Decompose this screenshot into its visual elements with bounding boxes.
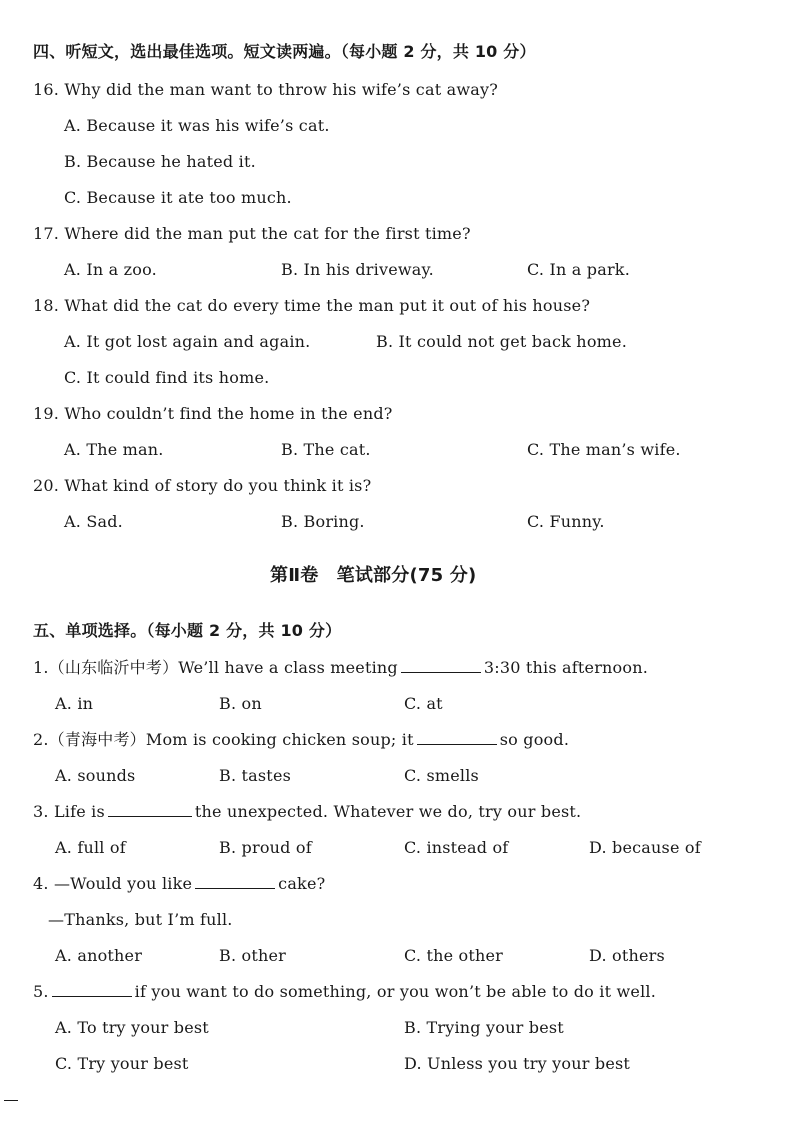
q17-option-c: C. In a park. (527, 260, 630, 279)
q3-stem-post: the unexpected. Whatever we do, try our best. (194, 802, 582, 821)
q4-option-b: B. other (219, 946, 287, 965)
q19-option-c: C. The man’s wife. (527, 440, 681, 459)
q16-option-a: A. Because it was his wife’s cat. (64, 116, 330, 135)
q18-stem: 18. What did the cat do every time the man put it out of his house? (33, 296, 591, 315)
q1-stem-pre: 1.（山东临沂中考）We’ll have a class meeting (33, 658, 398, 677)
page-edge-mark (4, 1100, 18, 1101)
q5-answer-blank (52, 982, 132, 997)
q3-option-a: A. full of (55, 838, 126, 857)
q2-stem-pre: 2.（青海中考）Mom is cooking chicken soup; it (33, 730, 414, 749)
q5-option-a: A. To try your best (55, 1018, 209, 1037)
q2-option-c: C. smells (404, 766, 479, 785)
q1-stem-post: 3:30 this afternoon. (483, 658, 649, 677)
q19-stem: 19. Who couldn’t find the home in the end? (33, 404, 393, 423)
q3-stem-pre: 3. Life is (33, 802, 105, 821)
q4-reply: —Thanks, but I’m full. (48, 910, 233, 929)
q1-answer-blank (401, 658, 481, 673)
q20-option-c: C. Funny. (527, 512, 605, 531)
q20-option-b: B. Boring. (281, 512, 365, 531)
q20-option-a: A. Sad. (64, 512, 123, 531)
q17-option-b: B. In his driveway. (281, 260, 434, 279)
q16-option-b: B. Because he hated it. (64, 152, 256, 171)
q18-option-a: A. It got lost again and again. (64, 332, 311, 351)
section5-heading: 五、单项选择。（每小题 2 分，共 10 分） (33, 621, 342, 640)
q2-stem (33, 730, 569, 750)
q5-stem-post: if you want to do something, or you won’t be able to do it well. (134, 982, 657, 1001)
q17-option-a: A. In a zoo. (64, 260, 157, 279)
part2-title: 第Ⅱ卷 笔试部分(75 分) (270, 565, 477, 586)
q17-stem: 17. Where did the man put the cat for the first time? (33, 224, 471, 243)
q3-stem (33, 802, 581, 822)
q4-stem (33, 874, 325, 894)
q1-option-c: C. at (404, 694, 443, 713)
q19-option-a: A. The man. (64, 440, 164, 459)
q4-stem-pre: 4. —Would you like (33, 874, 193, 893)
q3-option-d: D. because of (589, 838, 701, 857)
q18-option-c: C. It could find its home. (64, 368, 270, 387)
q5-option-b: B. Trying your best (404, 1018, 564, 1037)
q4-option-c: C. the other (404, 946, 504, 965)
q2-stem-post: so good. (499, 730, 570, 749)
q16-stem: 16. Why did the man want to throw his wife’s cat away? (33, 80, 498, 99)
q1-stem (33, 658, 648, 678)
q4-stem-post: cake? (278, 874, 326, 893)
q4-option-a: A. another (55, 946, 143, 965)
q3-answer-blank (108, 802, 192, 817)
q19-option-b: B. The cat. (281, 440, 371, 459)
section4-heading: 四、听短文，选出最佳选项。短文读两遍。（每小题 2 分，共 10 分） (33, 42, 536, 61)
q2-option-a: A. sounds (55, 766, 136, 785)
q4-option-d: D. others (589, 946, 665, 965)
q3-option-b: B. proud of (219, 838, 312, 857)
q5-option-c: C. Try your best (55, 1054, 189, 1073)
q3-option-c: C. instead of (404, 838, 509, 857)
q2-option-b: B. tastes (219, 766, 292, 785)
q5-stem-pre: 5. (33, 982, 49, 1001)
q1-option-a: A. in (55, 694, 94, 713)
q20-stem: 20. What kind of story do you think it is? (33, 476, 372, 495)
q18-option-b: B. It could not get back home. (376, 332, 627, 351)
q5-option-d: D. Unless you try your best (404, 1054, 631, 1073)
q5-stem (33, 982, 656, 1002)
q16-option-c: C. Because it ate too much. (64, 188, 292, 207)
q1-option-b: B. on (219, 694, 262, 713)
q2-answer-blank (417, 730, 497, 745)
q4-answer-blank (195, 874, 275, 889)
